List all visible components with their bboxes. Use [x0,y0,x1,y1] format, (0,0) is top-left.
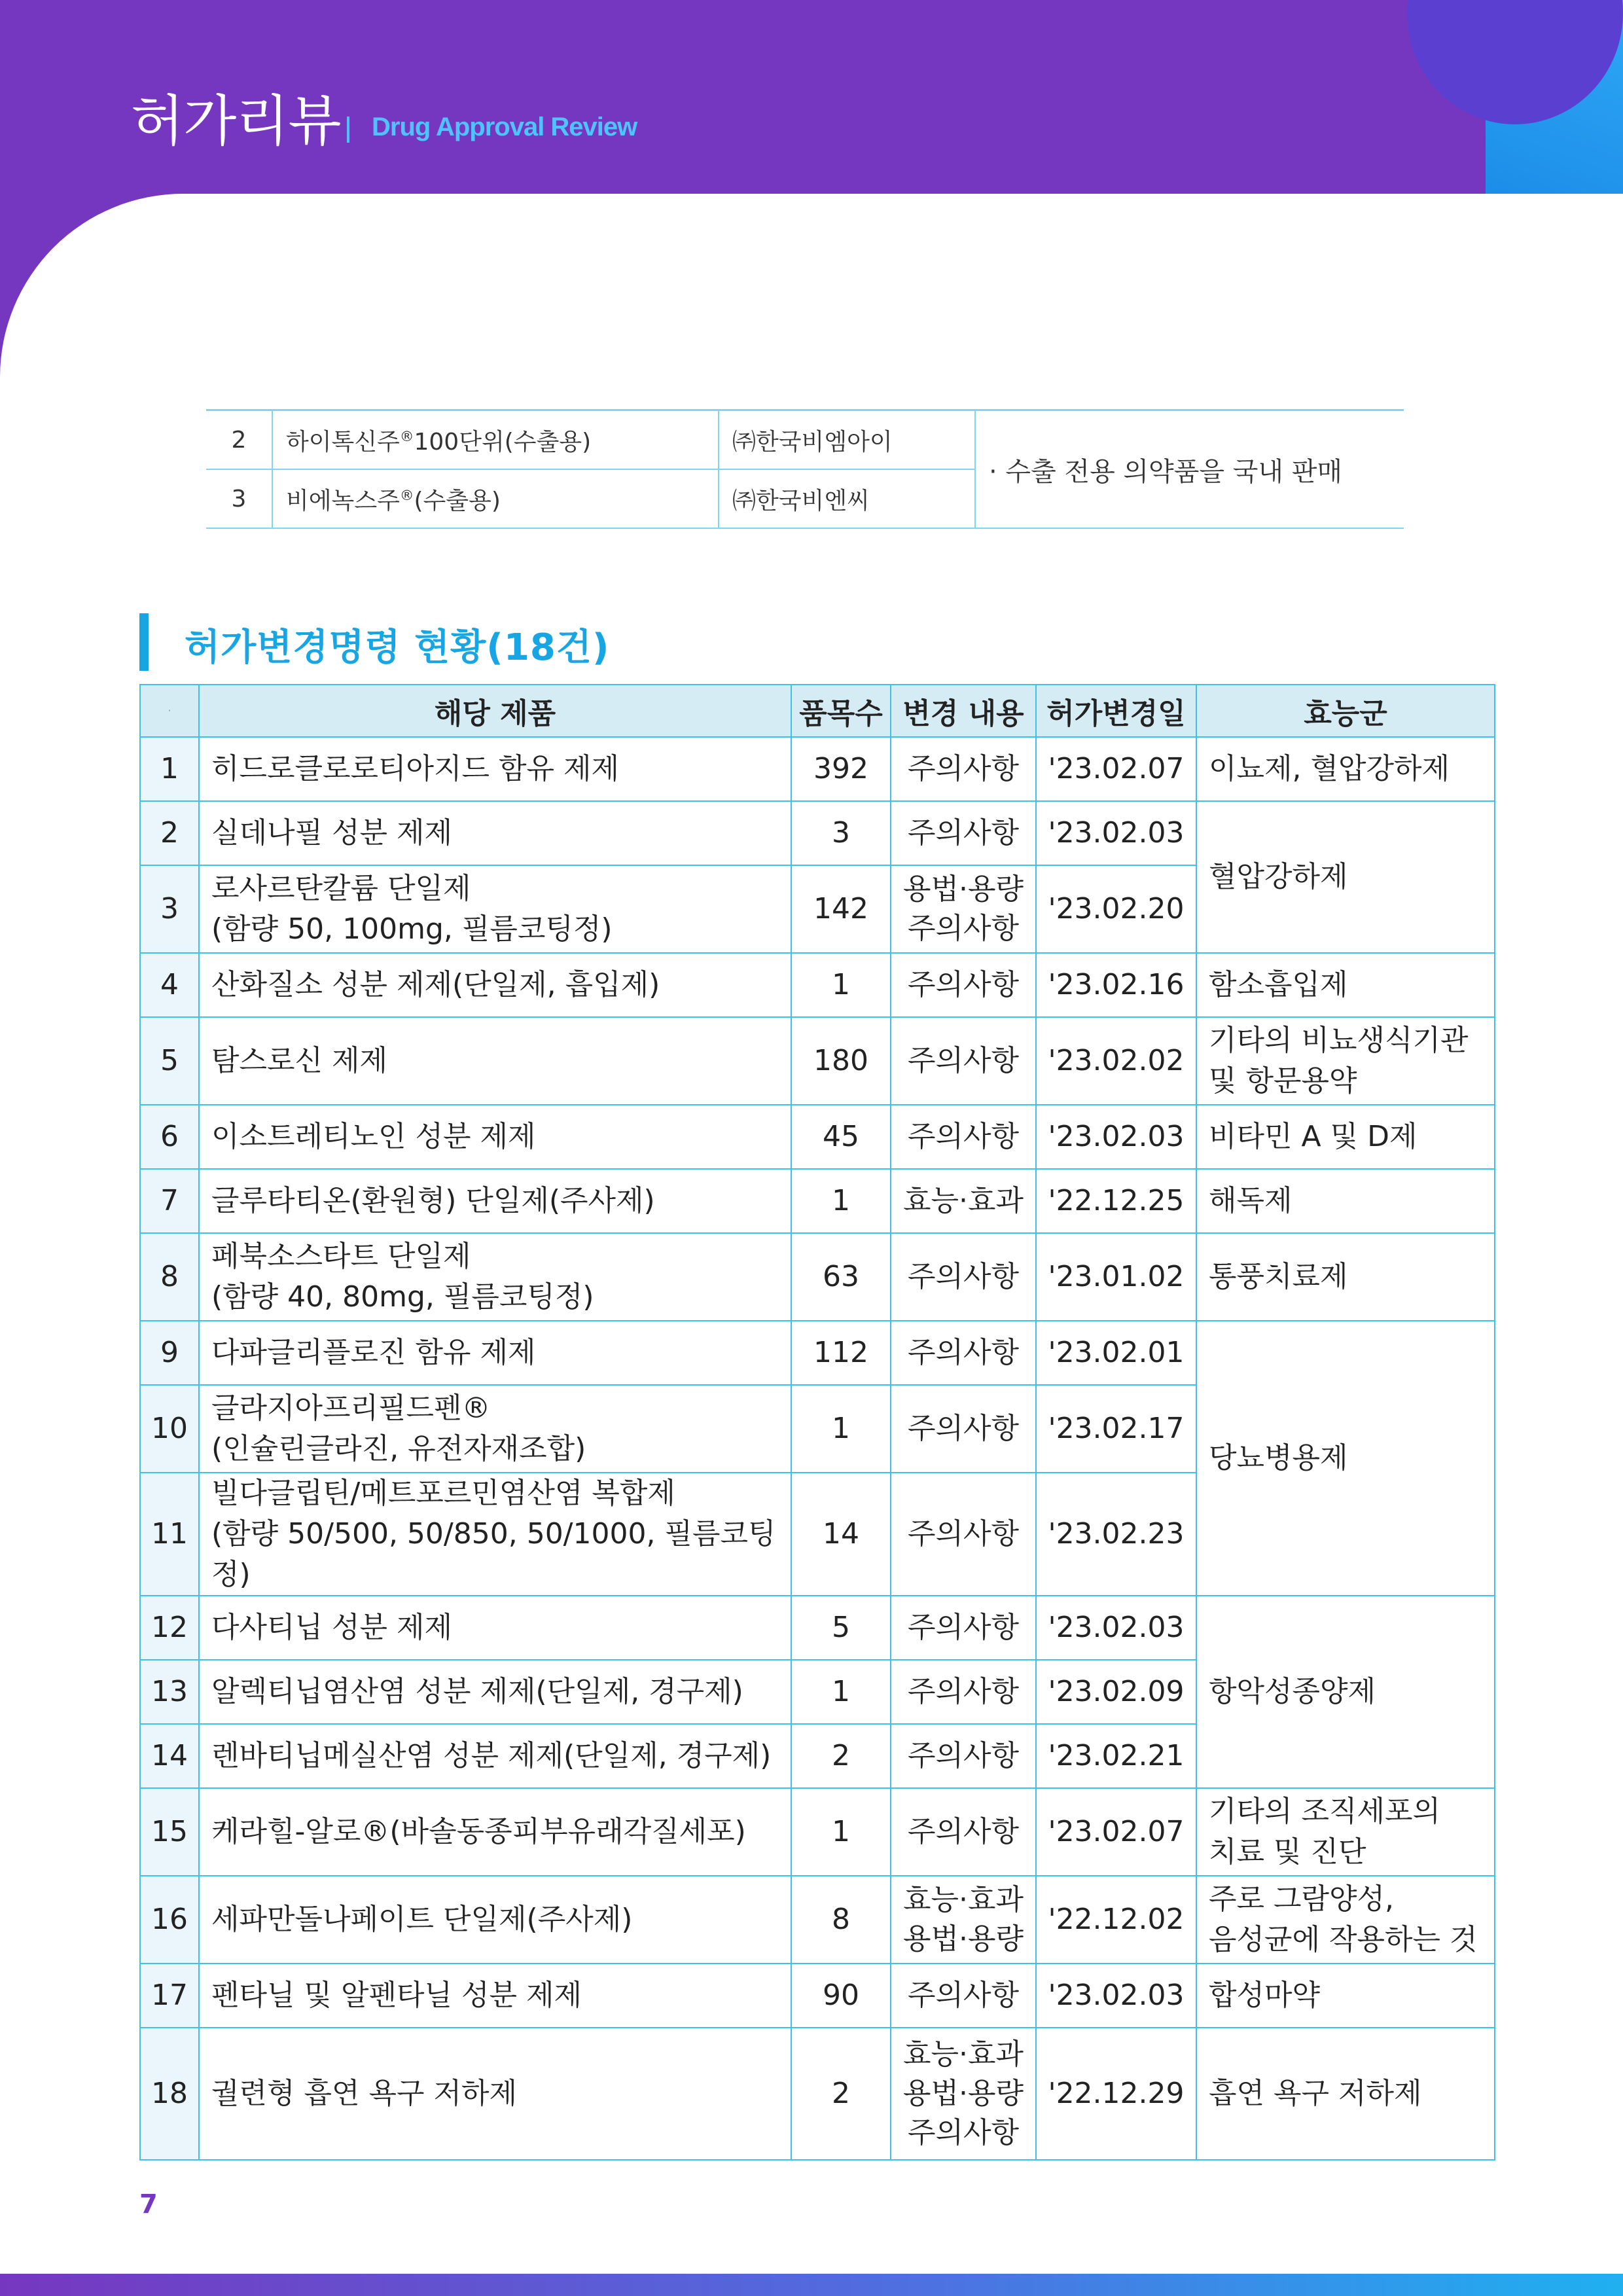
table-row [140,1321,1495,1385]
change-date: '23.02.01 [1036,1321,1196,1385]
group-line: 치료 및 진단 [1209,1835,1366,1869]
header-no: · [140,685,199,737]
title-separator [347,117,349,143]
row-number: 3 [140,865,199,953]
item-count: 2 [791,1724,891,1788]
change-date: '23.02.16 [1036,953,1196,1017]
product-line: 로사르탄칼륨 단일제 [211,872,471,905]
product-cell [199,801,791,865]
product-line: 알렉티닙염산염 성분 제제(단일제, 경구제) [211,1675,743,1708]
product-name-text: 비에녹스주 [286,487,400,514]
footer-gradient-bar [0,2274,1623,2296]
efficacy-group [1196,1017,1495,1105]
item-count: 392 [791,737,891,801]
change-cell [891,865,1036,953]
product-line: 궐련형 흡연 욕구 저하제 [211,2077,517,2110]
change-line: 효능·효과 [902,2037,1024,2071]
table-row [140,1233,1495,1321]
change-date: '22.12.29 [1036,2028,1196,2160]
product-cell [199,1169,791,1233]
product-line: 세파만돌나페이트 단일제(주사제) [211,1903,633,1936]
company-name: ㈜한국비엠아이 [719,410,975,470]
row-number: 15 [140,1788,199,1876]
header-corner-decoration [1486,0,1623,196]
header-change: 변경 내용 [891,685,1036,737]
table-row [140,737,1495,801]
row-number: 2 [206,410,272,470]
content-curve [0,194,1623,390]
change-cell [891,737,1036,801]
change-date: '23.02.07 [1036,737,1196,801]
group-line: 비타민 A 및 D제 [1209,1120,1418,1153]
change-cell [891,1017,1036,1105]
row-number: 10 [140,1385,199,1473]
table-header-row [140,685,1495,737]
change-cell [891,1660,1036,1724]
export-note: · 수출 전용 의약품을 국내 판매 [975,410,1404,529]
product-cell [199,1876,791,1964]
group-line: 당뇨병용제 [1209,1441,1348,1475]
table-row [140,1169,1495,1233]
product-cell [199,1660,791,1724]
row-number: 7 [140,1169,199,1233]
product-line: 펜타닐 및 알펜타닐 성분 제제 [211,1979,582,2012]
company-name: ㈜한국비엔씨 [719,469,975,528]
product-name-suffix: (수출용) [414,487,501,514]
change-line: 주의사항 [907,1611,1019,1644]
efficacy-group [1196,1876,1495,1964]
efficacy-group [1196,953,1495,1017]
item-count: 180 [791,1017,891,1105]
change-line: 용법·용량 [902,872,1024,906]
efficacy-group [1196,1596,1495,1788]
product-name [272,469,719,528]
product-line: 글라지아프리필드펜® [211,1391,491,1425]
change-line: 주의사항 [907,1675,1019,1708]
row-number: 13 [140,1660,199,1724]
change-date: '23.02.09 [1036,1660,1196,1724]
item-count: 14 [791,1473,891,1596]
table-row [140,1017,1495,1105]
product-cell [199,1385,791,1473]
product-line: (함량 40, 80mg, 필름코팅정) [211,1280,594,1314]
product-cell [199,1964,791,2028]
header-date: 허가변경일 [1036,685,1196,737]
change-line: 용법·용량 [902,2077,1024,2110]
product-cell [199,1105,791,1169]
item-count: 1 [791,1788,891,1876]
change-cell [891,1876,1036,1964]
header-group: 효능군 [1196,685,1495,737]
product-cell [199,1724,791,1788]
section-marker [139,613,149,671]
group-line: 이뇨제, 혈압강하제 [1209,752,1450,785]
change-date: '22.12.02 [1036,1876,1196,1964]
table-row [140,1964,1495,2028]
item-count: 8 [791,1876,891,1964]
product-line: 렌바티닙메실산염 성분 제제(단일제, 경구제) [211,1739,772,1772]
change-cell [891,1788,1036,1876]
section-title: 허가변경명령 현황(18건) [185,626,610,669]
group-line: 흡연 욕구 저하제 [1209,2077,1422,2110]
row-number: 17 [140,1964,199,2028]
item-count: 142 [791,865,891,953]
efficacy-group [1196,1964,1495,2028]
product-line: 케라힐-알로®(바솔동종피부유래각질세포) [211,1815,746,1848]
product-cell [199,1017,791,1105]
item-count: 90 [791,1964,891,2028]
product-cell [199,865,791,953]
change-line: 주의사항 [907,1815,1019,1848]
efficacy-group [1196,1788,1495,1876]
table-row [140,1876,1495,1964]
product-name-suffix: 100단위(수출용) [414,428,592,456]
product-cell [199,737,791,801]
row-number: 9 [140,1321,199,1385]
page-title: 허가리뷰 [131,89,341,153]
item-count: 63 [791,1233,891,1321]
change-cell [891,2028,1036,2160]
product-cell [199,1473,791,1596]
product-line: (함량 50, 100mg, 필름코팅정) [211,912,613,946]
product-line: 페북소스타트 단일제 [211,1240,471,1273]
change-date: '23.02.20 [1036,865,1196,953]
change-line: 주의사항 [907,816,1019,850]
efficacy-group [1196,1169,1495,1233]
change-cell [891,1596,1036,1660]
group-line: 합성마약 [1209,1979,1321,2012]
change-line: 주의사항 [907,912,1019,945]
row-number: 4 [140,953,199,1017]
efficacy-group [1196,1233,1495,1321]
product-line: 다파글리플로진 함유 제제 [211,1336,536,1369]
row-number: 16 [140,1876,199,1964]
item-count: 1 [791,1385,891,1473]
row-number: 5 [140,1017,199,1105]
product-line: 산화질소 성분 제제(단일제, 흡입제) [211,968,660,1001]
table-row [140,801,1495,865]
product-line: 히드로클로로티아지드 함유 제제 [211,752,620,785]
product-name [272,410,719,470]
item-count: 45 [791,1105,891,1169]
export-drug-table [206,409,1404,529]
change-date: '23.02.21 [1036,1724,1196,1788]
change-date: '23.02.03 [1036,1964,1196,2028]
row-number: 3 [206,469,272,528]
change-cell [891,801,1036,865]
table-row [140,1105,1495,1169]
change-date: '23.02.23 [1036,1473,1196,1596]
product-cell [199,1596,791,1660]
change-line: 용법·용량 [902,1922,1024,1956]
group-line: 혈압강하제 [1209,860,1348,893]
change-date: '23.02.07 [1036,1788,1196,1876]
product-line: (함량 50/500, 50/850, 50/1000, 필름코팅정) [211,1517,776,1591]
group-line: 기타의 조직세포의 [1209,1795,1441,1828]
change-line: 주의사항 [907,1517,1019,1551]
efficacy-group [1196,1105,1495,1169]
group-line: 통풍치료제 [1209,1260,1348,1293]
product-cell [199,1321,791,1385]
group-line: 기타의 비뇨생식기관 [1209,1024,1469,1057]
row-number: 2 [140,801,199,865]
change-cell [891,953,1036,1017]
change-date: '23.01.02 [1036,1233,1196,1321]
change-line: 주의사항 [907,1979,1019,2012]
change-cell [891,1964,1036,2028]
group-line: 및 항문용약 [1209,1064,1357,1098]
product-line: (인슐린글라진, 유전자재조합) [211,1432,586,1465]
group-line: 해독제 [1209,1184,1293,1217]
change-line: 주의사항 [907,968,1019,1001]
registered-mark: ® [399,487,414,504]
item-count: 5 [791,1596,891,1660]
row-number: 18 [140,2028,199,2160]
row-number: 1 [140,737,199,801]
product-cell [199,1788,791,1876]
row-number: 14 [140,1724,199,1788]
change-line: 주의사항 [907,1120,1019,1153]
efficacy-group [1196,801,1495,953]
product-line: 탐스로신 제제 [211,1044,388,1077]
change-cell [891,1473,1036,1596]
change-line: 주의사항 [907,1739,1019,1772]
change-line: 주의사항 [907,1260,1019,1293]
product-name-text: 하이톡신주 [286,428,400,456]
row-number: 6 [140,1105,199,1169]
registered-mark: ® [399,428,414,445]
change-date: '22.12.25 [1036,1169,1196,1233]
table-body [140,737,1495,2160]
change-cell [891,1724,1036,1788]
page-subtitle: Drug Approval Review [372,113,637,141]
license-change-table [139,684,1495,2161]
item-count: 1 [791,1660,891,1724]
change-cell [891,1233,1036,1321]
change-line: 효능·효과 [902,1883,1024,1916]
product-line: 이소트레티노인 성분 제제 [211,1120,536,1153]
table-row [140,953,1495,1017]
item-count: 1 [791,1169,891,1233]
table-row [140,1596,1495,1660]
item-count: 112 [791,1321,891,1385]
product-cell [199,2028,791,2160]
product-cell [199,1233,791,1321]
product-line: 다사티닙 성분 제제 [211,1611,453,1644]
table-row [206,410,1404,470]
change-line: 주의사항 [907,1044,1019,1077]
change-cell [891,1169,1036,1233]
change-line: 주의사항 [907,752,1019,785]
change-date: '23.02.03 [1036,1596,1196,1660]
item-count: 2 [791,2028,891,2160]
change-cell [891,1105,1036,1169]
change-line: 주의사항 [907,2116,1019,2149]
change-date: '23.02.02 [1036,1017,1196,1105]
header-count: 품목수 [791,685,891,737]
change-cell [891,1321,1036,1385]
row-number: 12 [140,1596,199,1660]
header-product: 해당 제품 [199,685,791,737]
item-count: 1 [791,953,891,1017]
row-number: 11 [140,1473,199,1596]
table-row [140,1788,1495,1876]
group-line: 주로 그람양성, [1209,1882,1394,1916]
change-line: 주의사항 [907,1412,1019,1445]
change-date: '23.02.03 [1036,801,1196,865]
page-number: 7 [139,2189,158,2219]
row-number: 8 [140,1233,199,1321]
product-line: 글루타티온(환원형) 단일제(주사제) [211,1184,655,1217]
item-count: 3 [791,801,891,865]
change-cell [891,1385,1036,1473]
change-line: 효능·효과 [902,1184,1024,1217]
efficacy-group [1196,1321,1495,1596]
change-line: 주의사항 [907,1336,1019,1369]
product-line: 실데나필 성분 제제 [211,816,453,850]
change-date: '23.02.17 [1036,1385,1196,1473]
change-date: '23.02.03 [1036,1105,1196,1169]
efficacy-group [1196,737,1495,801]
product-cell [199,953,791,1017]
group-line: 항악성종양제 [1209,1675,1376,1708]
efficacy-group [1196,2028,1495,2160]
group-line: 음성균에 작용하는 것 [1209,1923,1478,1956]
table-row [140,2028,1495,2160]
group-line: 함소흡입제 [1209,968,1348,1001]
product-line: 빌다글립틴/메트포르민염산염 복합제 [211,1477,675,1510]
